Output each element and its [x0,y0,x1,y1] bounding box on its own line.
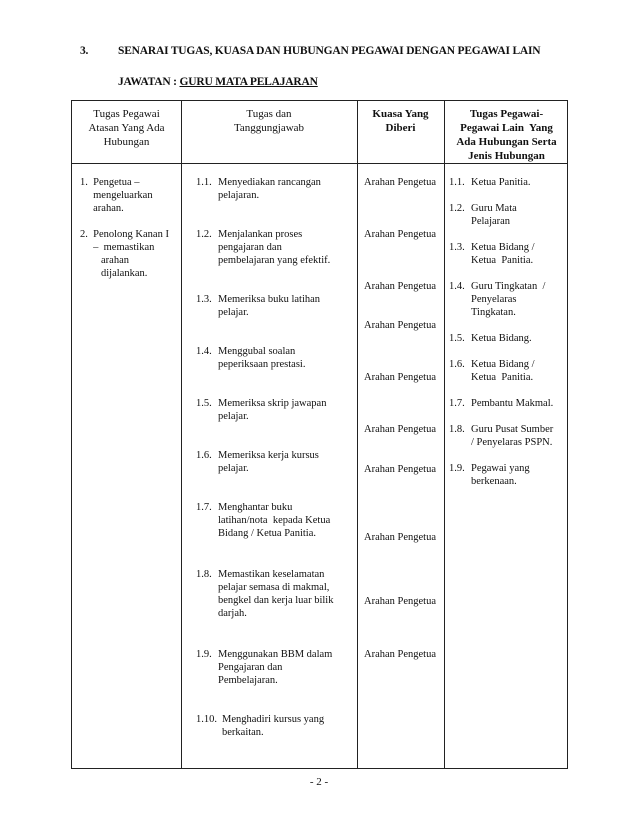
duty-number: 1.2. [196,229,212,240]
duty-line: Menyediakan rancangan [218,177,321,188]
duty-number: 1.8. [196,569,212,580]
duty-item [196,713,324,739]
header-divider [72,163,567,164]
related-text [471,423,553,449]
duty-line: Pembelajaran. [218,675,278,686]
jawatan-line [118,76,318,88]
related-text [471,202,517,228]
authority-entry: Arahan Pengetua [364,464,437,475]
duty-line: latihan/nota kepada Ketua [218,515,331,526]
duty-text [218,449,319,475]
duty-text [218,293,320,319]
duty-line: Memeriksa skrip jawapan [218,398,327,409]
duty-text [218,397,326,423]
duty-line: pelajar. [218,463,249,474]
duty-line: Menghadiri kursus yang [222,714,325,725]
superior-line: dijalankan. [80,268,148,279]
authority-entry: Arahan Pengetua [364,596,437,607]
related-line: Ketua Bidang / [471,242,535,253]
duty-text [222,713,324,739]
duty-number: 1.10. [196,714,217,725]
header-col2 [181,107,357,135]
header-col3 [357,107,444,135]
duty-line: pelajar. [218,307,249,318]
duty-line: pelajar semasa di makmal, [218,582,330,593]
duty-number: 1.1. [196,177,212,188]
related-text [471,358,535,384]
superior-line: arahan [80,255,129,266]
duty-line: peperiksaan prestasi. [218,359,306,370]
header-line: Kuasa Yang [372,108,429,120]
duty-item [196,345,305,371]
duty-text [218,228,330,267]
duty-number: 1.7. [196,502,212,513]
related-text [471,397,553,410]
col-divider [444,101,445,768]
duty-text [218,648,332,687]
duties-table [71,100,568,769]
duty-text [218,176,321,202]
related-number: 1.9. [449,463,465,474]
related-text [471,332,532,345]
duty-line: berkaitan. [222,727,264,738]
duty-item [196,293,320,319]
related-officer-item [449,358,535,384]
related-line: Ketua Bidang / [471,359,535,370]
related-text [471,176,530,189]
superior-entry [80,176,153,215]
related-line: Ketua Panitia. [471,372,534,383]
authority-entry: Arahan Pengetua [364,532,437,543]
duty-number: 1.4. [196,346,212,357]
duty-line: Menggubal soalan [218,346,296,357]
header-col1 [72,107,181,149]
related-line: Ketua Panitia. [471,255,534,266]
superior-line: arahan. [80,203,124,214]
superior-entry [80,228,169,280]
related-number: 1.4. [449,281,465,292]
related-number: 1.7. [449,398,465,409]
duty-line: Memeriksa kerja kursus [218,450,319,461]
superior-line: – memastikan [80,242,155,253]
duty-number: 1.3. [196,294,212,305]
superior-line: mengeluarkan [80,190,153,201]
authority-entry: Arahan Pengetua [364,229,437,240]
jawatan-value: GURU MATA PELAJARAN [179,76,318,88]
header-line: Pegawai Lain Yang [460,122,553,134]
related-line: Guru Mata [471,203,517,214]
col-divider [181,101,182,768]
header-line: Diberi [385,122,416,134]
duty-number: 1.6. [196,450,212,461]
related-line: Guru Pusat Sumber [471,424,554,435]
duty-item [196,648,332,687]
related-line: / Penyelaras PSPN. [471,437,553,448]
related-line: berkenaan. [471,476,517,487]
related-line: Ketua Panitia. [471,177,531,188]
superior-line: 2. Penolong Kanan I [80,229,169,240]
authority-entry: Arahan Pengetua [364,320,437,331]
superior-line: 1. Pengetua – [80,177,140,188]
header-line: Atasan Yang Ada [88,122,165,134]
section-heading [80,45,540,57]
authority-entry: Arahan Pengetua [364,281,437,292]
duty-text [218,568,333,620]
related-line: Ketua Bidang. [471,333,532,344]
duty-line: Bidang / Ketua Panitia. [218,528,316,539]
related-line: Tingkatan. [471,307,516,318]
duty-line: Menghantar buku [218,502,293,513]
related-text [471,280,545,319]
authority-entry: Arahan Pengetua [364,372,437,383]
section-number: 3. [80,45,89,57]
duty-line: Memeriksa buku latihan [218,294,321,305]
authority-entry: Arahan Pengetua [364,424,437,435]
header-line: Tugas dan [246,108,292,120]
related-number: 1.2. [449,203,465,214]
header-line: Tanggungjawab [233,122,305,134]
related-line: Pembantu Makmal. [471,398,554,409]
authority-entry: Arahan Pengetua [364,649,437,660]
jawatan-label: JAWATAN : [118,76,177,88]
related-officer-item [449,241,535,267]
duty-item [196,176,321,202]
related-text [471,462,530,488]
duty-line: pembelajaran yang efektif. [218,255,331,266]
authority-entry: Arahan Pengetua [364,177,437,188]
header-col4 [444,107,569,163]
duty-line: Memastikan keselamatan [218,569,325,580]
related-officer-item [449,462,530,488]
related-officer-item [449,202,517,228]
duty-line: darjah. [218,608,247,619]
header-line: Tugas Pegawai [93,108,160,120]
related-line: Guru Tingkatan / [471,281,546,292]
header-line: Tugas Pegawai- [469,108,544,120]
duty-line: pelajaran. [218,190,260,201]
related-text [471,241,535,267]
duty-item [196,449,319,475]
related-line: Pelajaran [471,216,511,227]
related-officer-item [449,423,553,449]
related-number: 1.3. [449,242,465,253]
header-line: Jenis Hubungan [468,150,545,162]
related-number: 1.5. [449,333,465,344]
duty-line: pelajar. [218,411,249,422]
related-officer-item [449,397,553,410]
duty-text [218,501,330,540]
col-divider [357,101,358,768]
header-line: Ada Hubungan Serta [456,136,557,148]
duty-line: bengkel dan kerja luar bilik [218,595,334,606]
related-number: 1.1. [449,177,465,188]
duty-line: pengajaran dan [218,242,282,253]
related-line: Pegawai yang [471,463,530,474]
duty-item [196,568,333,620]
header-line: Hubungan [103,136,150,148]
duty-item [196,228,330,267]
related-line: Penyelaras [471,294,517,305]
duty-number: 1.5. [196,398,212,409]
page-number: - 2 - [309,776,329,788]
related-officer-item [449,332,532,345]
related-officer-item [449,176,530,189]
duty-line: Pengajaran dan [218,662,283,673]
duty-line: Menjalankan proses [218,229,303,240]
section-title: SENARAI TUGAS, KUASA DAN HUBUNGAN PEGAWAI DENGAN PEGAWAI LAIN [118,45,541,57]
duty-text [218,345,305,371]
related-officer-item [449,280,545,319]
duty-item [196,501,330,540]
related-number: 1.8. [449,424,465,435]
related-number: 1.6. [449,359,465,370]
duty-item [196,397,326,423]
duty-line: Menggunakan BBM dalam [218,649,333,660]
duty-number: 1.9. [196,649,212,660]
